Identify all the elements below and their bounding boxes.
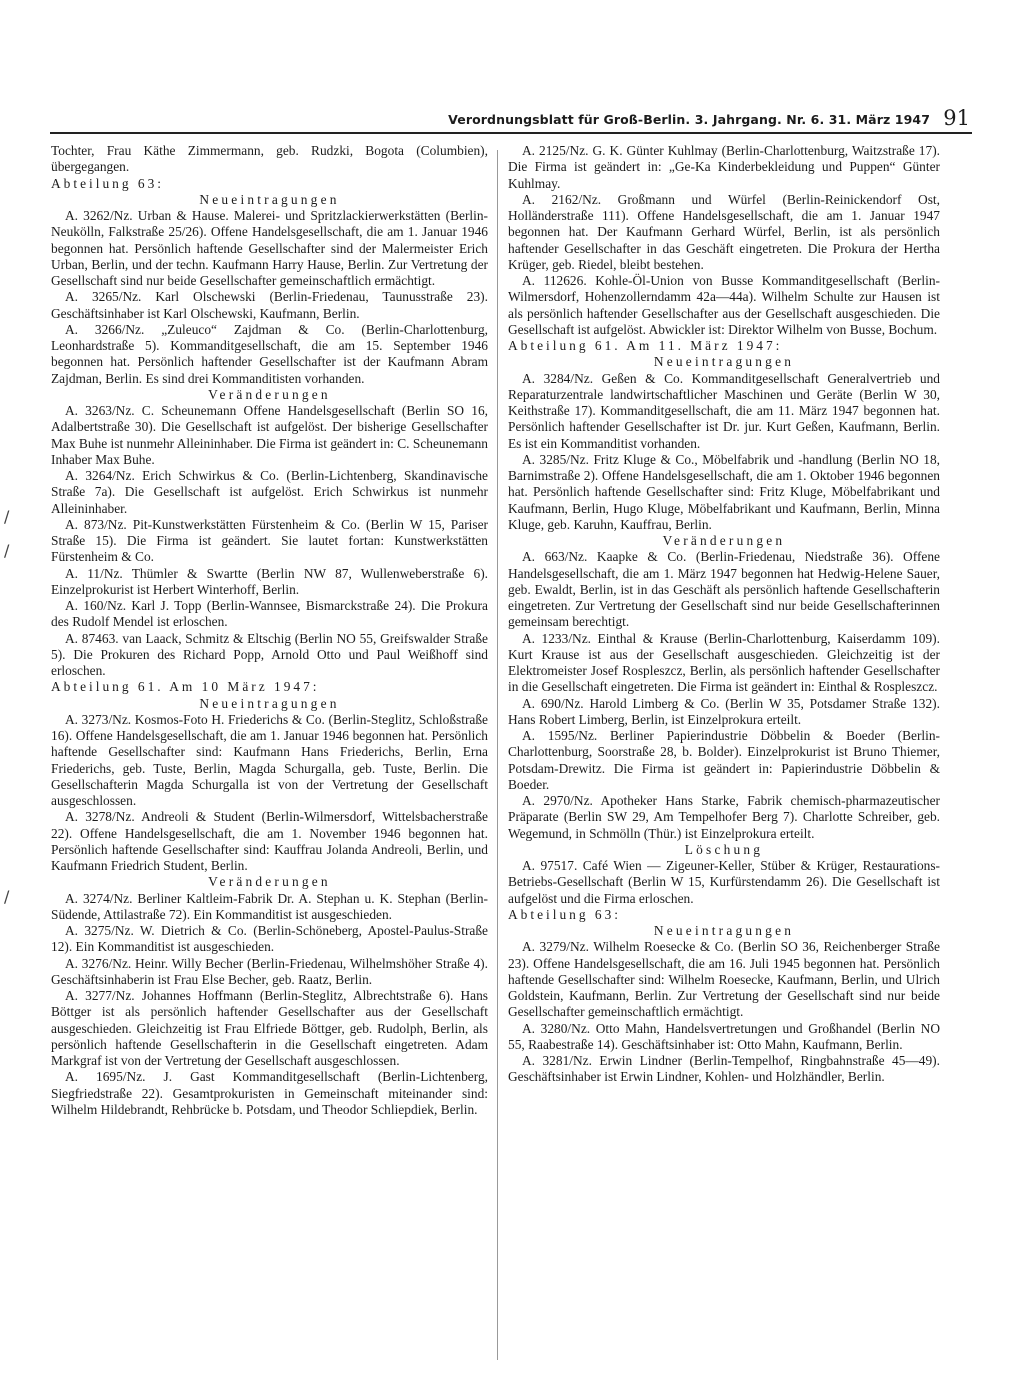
register-entry: A. 873/Nz. Pit-Kunstwerkstätten Fürstenheim & Co. (Berlin W 15, Pariser Straße 15). Die Firma ist geändert. Sie lautet fortan: Kunstwerkstätten Fürstenheim & Co. (51, 516, 488, 565)
register-entry: A. 3266/Nz. „Zuleuco“ Zajdman & Co. (Berlin-Charlottenburg, Leonhardstraße 5). Kommanditgesellschaft, die am 15. September 1946 begonnen hat. Persönlich haftender Gesellschafter ist der Kaufmann Abram Zajdman, Berlin. Es sind drei Kommanditisten vorhanden. (51, 321, 488, 386)
register-entry: A. 3277/Nz. Johannes Hoffmann (Berlin-Steglitz, Albrechtstraße 6). Hans Böttger ist als persönlich haftender Gesellschafter aus der Gesellschaft ausgeschieden. Gleichzeitig ist Frau Elfriede Böttger, geb. Rudolph, Berlin, als persönlich haftende Gesellschafterin in die Gesellschaft eingetreten. Adam Markgraf ist von der Vertretung der Gesellschaft ausgeschlossen. (51, 988, 488, 1068)
subsection-heading: Veränderungen (208, 386, 331, 402)
register-entry: A. 1695/Nz. J. Gast Kommanditgesellschaft (Berlin-Lichtenberg, Siegfriedstraße 22). Gesamtprokuristen in Gemeinschaft miteinander sind: Wilhelm Hildebrandt, Rehbrücke b. Potsdam, und Theodor Schliepdiek, Berlin. (51, 1069, 488, 1117)
subsection-heading: Veränderungen (208, 874, 331, 890)
register-entry: A. 3278/Nz. Andreoli & Student (Berlin-Wilmersdorf, Wittelsbacherstraße 22). Offene Handelsgesellschaft, die am 1. November 1946 begonnen hat. Persönlich haftende Gesellschafter sind: Kauffrau Jolanda Andreoli, Berlin, und Kaufmann Friedrich Student, Berlin. (51, 809, 488, 873)
section-heading: Abteilung 63: (51, 175, 165, 191)
register-entry: A. 160/Nz. Karl J. Topp (Berlin-Wannsee, Bismarckstraße 24). Die Prokura des Rudolf Mendel ist erloschen. (51, 598, 488, 630)
register-entry: A. 97517. Café Wien — Zigeuner-Keller, Stüber & Krüger, Restaurations-Betriebs-Gesellschaft (Berlin W 15, Kurfürstendamm 26). Die Gesellschaft ist aufgelöst und die Firma erloschen. (508, 858, 940, 906)
section-heading: Abteilung 61. Am 11. März 1947: (508, 338, 783, 353)
register-entry: A. 2125/Nz. G. K. Günter Kuhlmay (Berlin-Charlottenburg, Waitzstraße 17). Die Firma ist geändert in: „Ge-Ka Kinderbekleidung und Puppen“ Günter Kuhlmay. (508, 143, 940, 191)
register-entry: A. 3284/Nz. Geßen & Co. Kommanditgesellschaft Generalvertrieb und Reparaturzentrale landwirtschaftlicher Maschinen und Geräte (Berlin W 30, Keithstraße 17). Kommanditgesellschaft, die am 11. März 1947 begonnen hat. Persönlich haftender Gesellschafter ist Dr. jur. Kurt Geßen, Kaufmann, Berlin. Es ist ein Kommanditist vorhanden. (508, 370, 940, 451)
register-entry: A. 3273/Nz. Kosmos-Foto H. Friederichs & Co. (Berlin-Steglitz, Schloßstraße 16). Offene Handelsgesellschaft, die am 1. Januar 1946 begonnen hat. Persönlich haftende Gesellschafter sind: Kaufmann Hans Friederichs, Berlin, Erna Friederichs, geb. Tuste, Berlin, Magda Schurgalla, geb. Tuste, Berlin. Die Gesellschafterin Magda Schurgalla ist von der Vertretung der Gesellschaft ausgeschlossen. (51, 711, 488, 808)
register-entry: A. 3275/Nz. W. Dietrich & Co. (Berlin-Schöneberg, Apostel-Paulus-Straße 12). Ein Kommanditist ist ausgeschieden. (51, 923, 488, 955)
left-column (51, 143, 488, 1118)
register-entry: A. 3263/Nz. C. Scheunemann Offene Handelsgesellschaft (Berlin SO 16, Adalbertstraße 30). Die Gesellschaft ist aufgelöst. Der bisherige Gesellschafter Max Buhe ist nunmehr Alleininhaber. Die Firma ist geändert in: C. Scheunemann Inhaber Max Buhe. (51, 403, 488, 467)
header-title: Verordnungsblatt für Groß-Berlin. 3. Jahrgang. Nr. 6. 31. März 1947 (448, 112, 930, 127)
register-entry: A. 2970/Nz. Apotheker Hans Starke, Fabrik chemisch-pharmazeutischer Präparate (Berlin SW 29, Am Tempelhofer Berg 7). Charlotte Schreiber, geb. Wegemund, in Schmölln (Thür.) ist Einzelprokura erteilt. (508, 793, 940, 841)
register-entry: A. 3265/Nz. Karl Olschewski (Berlin-Friedenau, Taunusstraße 23). Geschäftsinhaber ist Karl Olschewski, Kaufmann, Berlin. (51, 289, 488, 321)
margin-mark: / (4, 541, 10, 560)
subsection-heading: Löschung (684, 841, 764, 857)
register-entry: Tochter, Frau Käthe Zimmermann, geb. Rudzki, Bogota (Columbien), übergegangen. (51, 143, 488, 175)
column-divider (497, 150, 498, 1360)
margin-mark: / (4, 887, 10, 906)
register-entry: A. 3280/Nz. Otto Mahn, Handelsvertretungen und Großhandel (Berlin NO 55, Raabestraße 14). Geschäftsinhaber ist: Otto Mahn, Kaufmann, Berlin. (508, 1020, 940, 1052)
register-entry: A. 112626. Kohle-Öl-Union von Busse Kommanditgesellschaft (Berlin-Wilmersdorf, Hohenzollerndamm 42a—44a). Wilhelm Schulte zur Hausen ist als persönlich haftender Gesellschafter aus der Gesellschaft ausgeschieden. Die Gesellschaft ist aufgelöst. Abwickler ist: Direktor Wilhelm von Busse, Bochum. (508, 273, 940, 337)
subsection-heading: Neueintragungen (199, 695, 340, 711)
subsection-heading: Neueintragungen (199, 191, 340, 207)
register-entry: A. 690/Nz. Harold Limberg & Co. (Berlin W 35, Potsdamer Straße 132). Hans Robert Limberg, Berlin, ist Einzelprokura erteilt. (508, 695, 940, 727)
register-entry: A. 3262/Nz. Urban & Hause. Malerei- und Spritzlackierwerkstätten (Berlin-Neukölln, Falkstraße 25/26). Offene Handelsgesellschaft, die am 1. Januar 1946 begonnen hat. Persönlich haftende Gesellschafter sind der Malermeister Erich Urban, Berlin, und der techn. Kaufmann Harry Hause, Berlin. Zur Vertretung der Gesellschaft sind nur beide Gesellschafter gemeinschaftlich ermächtigt. (51, 208, 488, 288)
header-rule (50, 132, 972, 134)
register-entry: A. 3279/Nz. Wilhelm Roesecke & Co. (Berlin SO 36, Reichenberger Straße 23). Offene Handelsgesellschaft, die am 16. Juli 1945 begonnen hat. Persönlich haftende Gesellschafter sind: Wilhelm Roesecke, Kaufmann, Berlin, und Ulrich Goldstein, Kaufmann, Berlin. Zur Vertretung der Gesellschaft sind nur beide Gesellschafter gemeinschaftlich ermächtigt. (508, 939, 940, 1020)
subsection-heading: Neueintragungen (653, 923, 795, 938)
register-entry: A. 3264/Nz. Erich Schwirkus & Co. (Berlin-Lichtenberg, Skandinavische Straße 7a). Die Gesellschaft ist aufgelöst. Erich Schwirkus ist nunmehr Alleininhaber. (51, 468, 488, 516)
register-entry: A. 3281/Nz. Erwin Lindner (Berlin-Tempelhof, Ringbahnstraße 45—49). Geschäftsinhaber ist Erwin Lindner, Kohlen- und Holzhändler, Berlin. (508, 1053, 940, 1085)
right-column (508, 143, 940, 1086)
register-entry: A. 3285/Nz. Fritz Kluge & Co., Möbelfabrik und -handlung (Berlin NO 18, Barnimstraße 2). Offene Handelsgesellschaft, die am 1. Oktober 1946 begonnen hat. Persönlich haftende Gesellschafter sind: Fritz Kluge, Möbelfabrikant und Kaufmann, Berlin, Hugo Kluge, Möbelfabrikant und Kaufmann, Berlin, Minna Kluge, geb. Karuhn, Kauffrau, Berlin. (508, 451, 940, 532)
register-entry: A. 1595/Nz. Berliner Papierindustrie Döbbelin & Boeder (Berlin-Charlottenburg, Soorstraße 28, b. Bolder). Einzelprokurist ist Bruno Thiemer, Potsdam-Drewitz. Die Firma ist geändert in: Papierindustrie Döbbelin & Boeder. (508, 728, 940, 792)
register-entry: A. 663/Nz. Kaapke & Co. (Berlin-Friedenau, Niedstraße 36). Offene Handelsgesellschaft, die am 1. März 1947 begonnen hat Hedwig-Helene Sauer, geb. Ewaldt, Berlin, ist in das Geschäft als persönlich haftende Gesellschafterin eingetreten. Zur Vertretung der Gesellschaft sind nur beide Gesellschafterinnen gemeinsam berechtigt. (508, 549, 940, 630)
subsection-heading: Veränderungen (662, 533, 786, 548)
register-entry: A. 87463. van Laack, Schmitz & Eltschig (Berlin NO 55, Greifswalder Straße 5). Die Prokuren des Richard Popp, Arnold Otto und Paul Weißhoff sind erloschen. (51, 630, 488, 678)
register-entry: A. 11/Nz. Thümler & Swartte (Berlin NW 87, Wullenweberstraße 6). Einzelprokurist ist Herbert Winterhoff, Berlin. (51, 565, 488, 597)
register-entry: A. 1233/Nz. Einthal & Krause (Berlin-Charlottenburg, Kaiserdamm 109). Kurt Krause ist aus der Gesellschaft ausgeschieden. Gleichzeitig ist der Elektromeister Josef Rospleszcz, Berlin, als persönlich haftender Gesellschafter in die Gesellschaft eingetreten. Die Firma ist geändert in: Einthal & Rospleszcz. (508, 630, 940, 695)
register-entry: A. 3274/Nz. Berliner Kaltleim-Fabrik Dr. A. Stephan u. K. Stephan (Berlin-Südende, Attilastraße 72). Ein Kommanditist ist ausgeschieden. (51, 890, 488, 922)
margin-mark: / (4, 507, 10, 526)
register-entry: A. 2162/Nz. Großmann und Würfel (Berlin-Reinickendorf Ost, Holländerstraße 111). Offene Handelsgesellschaft, die am 1. Januar 1947 begonnen hat. Der Kaufmann Gerhard Würfel, Berlin, ist als persönlich haftender Gesellschafter in das Geschäft eingetreten. Die Prokura der Hertha Krüger, geb. Riedel, bleibt bestehen. (508, 191, 940, 272)
register-entry: A. 3276/Nz. Heinr. Willy Becher (Berlin-Friedenau, Wilhelmshöher Straße 4). Geschäftsinhaberin ist Frau Else Becher, geb. Raatz, Berlin. (51, 955, 488, 987)
subsection-heading: Neueintragungen (653, 354, 795, 370)
section-heading: Abteilung 61. Am 10 März 1947: (51, 679, 320, 695)
section-heading: Abteilung 63: (508, 906, 622, 922)
page-number: 91 (943, 106, 970, 130)
